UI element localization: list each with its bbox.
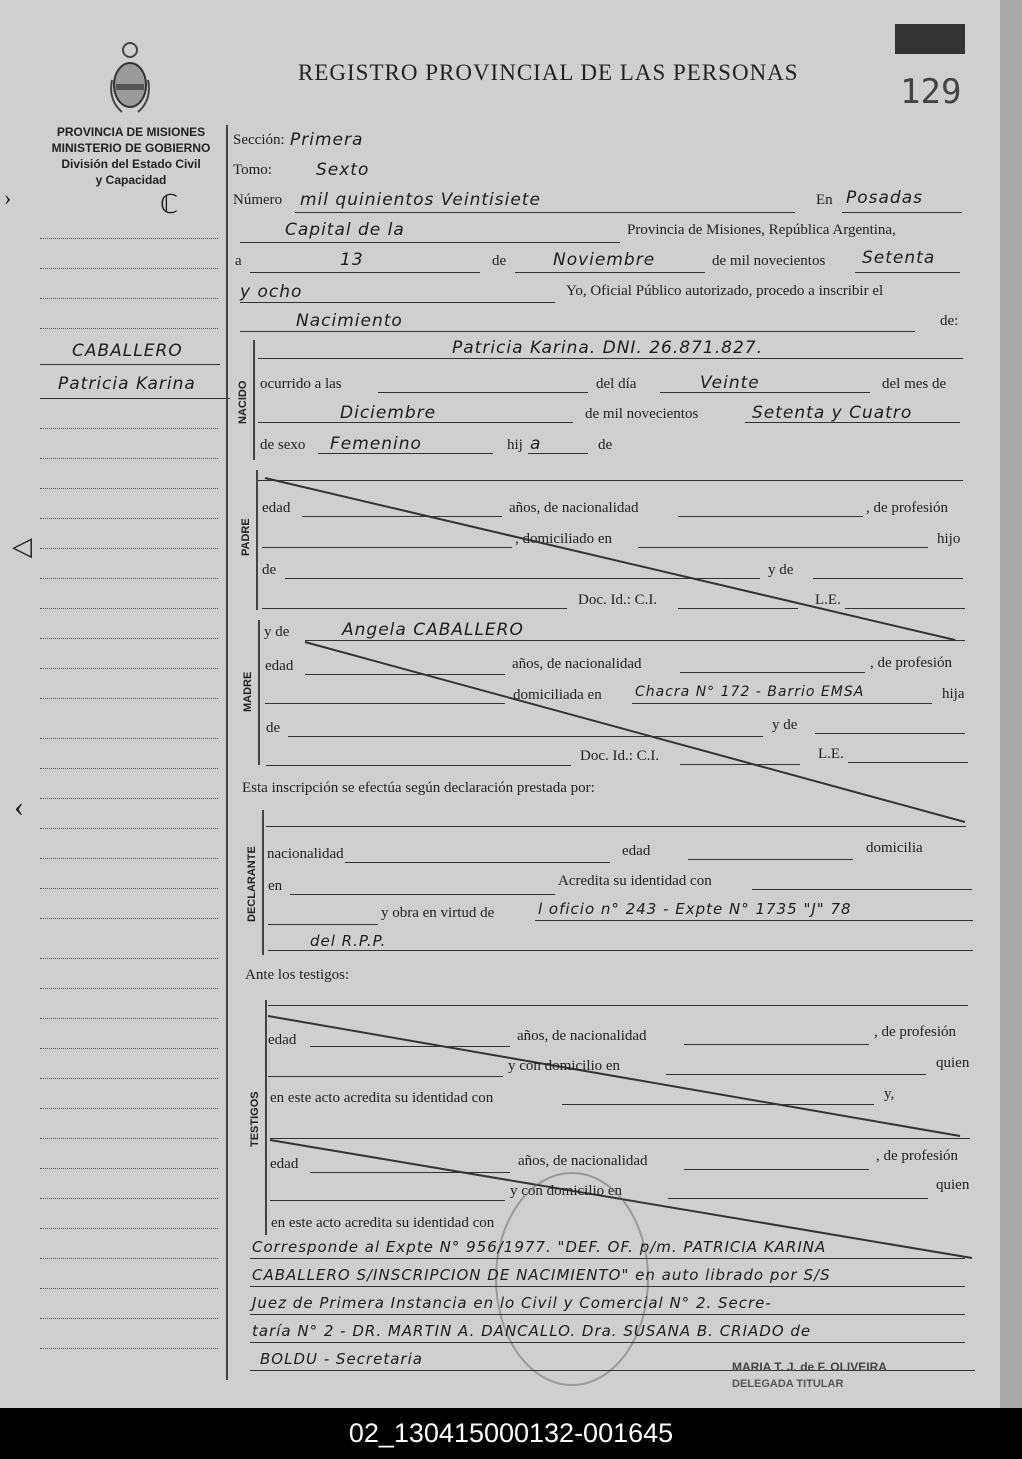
declarante-nacionalidad-label: nacionalidad (267, 846, 344, 862)
acto-value: Nacimiento (296, 311, 403, 331)
testigo2-profesion-label: , de profesión (876, 1148, 959, 1164)
testigo2-domicilio-label: y con domicilio en (510, 1183, 623, 1199)
capital-value: Capital de la (285, 220, 405, 240)
declarante-acredita-label: Acredita su identidad con (558, 873, 712, 889)
padre-hijo-label: hijo (937, 531, 961, 547)
testigo1-y-label: y, (884, 1086, 895, 1102)
provincia-label: Provincia de Misiones, República Argentina, (627, 222, 896, 238)
header-ministry: MINISTERIO DE GOBIERNO (51, 141, 211, 155)
padre-edad-label: edad (262, 500, 291, 516)
edge-mark: ◁ (12, 532, 32, 561)
hij-label: hij (507, 437, 523, 453)
del-dia-label: del día (596, 376, 637, 392)
testigo1-quien-label: quien (936, 1055, 970, 1071)
madre-domicilio-label: domiciliada en (513, 687, 602, 703)
testigo1-domicilio-label: y con domicilio en (508, 1058, 621, 1074)
padre-de-label: de (262, 562, 277, 578)
madre-profesion-label: , de profesión (870, 655, 953, 671)
page-number: 129 (900, 72, 962, 112)
sexo-value: Femenino (330, 434, 422, 454)
padre-domicilio-label: , domiciliado en (515, 531, 613, 547)
testigo1-anios-label: años, de nacionalidad (517, 1028, 647, 1044)
declarante-obra-label: y obra en virtud de (381, 905, 495, 921)
mes-value: Noviembre (553, 250, 656, 270)
edge-mark: › (4, 185, 12, 210)
madre-edad-label: edad (265, 658, 294, 674)
testigos-label: Ante los testigos: (245, 967, 350, 983)
a-label: a (235, 253, 242, 269)
nacido-dia-value: Veinte (700, 373, 760, 393)
en-value: Posadas (846, 188, 923, 208)
header-division: División del Estado Civil (61, 157, 201, 171)
oficial-label: Yo, Oficial Público autorizado, procedo a inscribir el (566, 283, 884, 299)
seccion-label: Sección: (233, 132, 285, 148)
margin-given-names: Patricia Karina (58, 374, 196, 394)
testigo2-anios-label: años, de nacionalidad (518, 1153, 648, 1169)
testigo1-acredita-label: en este acto acredita su identidad con (270, 1090, 494, 1106)
margin-surname: CABALLERO (72, 341, 183, 361)
nacido-anio-value: Setenta y Cuatro (752, 403, 913, 423)
declarante-obra-value: l oficio n° 243 - Expte N° 1735 "J" 78 (538, 900, 852, 918)
declarante-side-label: DECLARANTE (246, 846, 258, 922)
stamp-name: MARIA T. J. de F. OLIVEIRA (732, 1360, 887, 1374)
annotation-line-4: taría N° 2 - DR. MARTIN A. DANCALLO. Dra. SUSANA B. CRIADO de (252, 1322, 812, 1340)
tomo-label: Tomo: (233, 162, 272, 178)
padre-side-label: PADRE (240, 518, 252, 556)
nacido-de-label: de (598, 437, 613, 453)
annotation-line-3: Juez de Primera Instancia en lo Civil y Comercial N° 2. Secre- (252, 1294, 772, 1312)
de-mil-label: de mil novecientos (585, 406, 699, 422)
stamp-title: DELEGADA TITULAR (732, 1378, 844, 1390)
testigos-side-label: TESTIGOS (249, 1091, 261, 1147)
edge-mark: ‹ (14, 790, 24, 823)
sexo-label: de sexo (260, 437, 306, 453)
anio-value-2: y ocho (240, 282, 303, 302)
madre-de-label: de (266, 720, 281, 736)
madre-le-label: L.E. (818, 746, 844, 762)
del-mes-label: del mes de (882, 376, 947, 392)
page-title: REGISTRO PROVINCIAL DE LAS PERSONAS (298, 60, 799, 85)
header-division-2: y Capacidad (95, 173, 167, 187)
annotation-line-5: BOLDU - Secretaria (260, 1350, 423, 1368)
dia-value: 13 (340, 250, 364, 270)
seccion-value: Primera (290, 130, 364, 150)
padre-doc-label: Doc. Id.: C.I. (578, 592, 658, 608)
header-province: PROVINCIA DE MISIONES (56, 125, 206, 139)
testigo2-quien-label: quien (936, 1177, 970, 1193)
madre-anios-label: años, de nacionalidad (512, 656, 642, 672)
padre-profesion-label: , de profesión (866, 500, 949, 516)
annotation-line-1: Corresponde al Expte N° 956/1977. "DEF. OF. p/m. PATRICIA KARINA (252, 1238, 827, 1256)
scan-id: 02_130415000132-001645 (348, 1418, 674, 1448)
padre-anios-label: años, de nacionalidad (509, 500, 639, 516)
madre-side-label: MADRE (242, 671, 254, 712)
declarante-domicilia-label: domicilia (866, 840, 923, 856)
madre-y-de-label: y de (264, 624, 290, 640)
testigo2-acredita-label: en este acto acredita su identidad con (271, 1215, 495, 1231)
ocurrido-label: ocurrido a las (260, 376, 342, 392)
declarante-en-label: en (268, 878, 283, 894)
en-label: En (816, 192, 833, 208)
de-label: de (492, 253, 507, 269)
nacido-side-label: NACIDO (237, 380, 249, 424)
sheet-edge (1000, 0, 1022, 1408)
de2-label: de: (940, 313, 959, 329)
margin-mark: ℂ (160, 190, 180, 220)
numero-label: Número (233, 192, 283, 208)
declaracion-label: Esta inscripción se efectúa según declaración prestada por: (242, 780, 595, 796)
hij-value: a (530, 434, 542, 454)
madre-domicilio-value: Chacra N° 172 - Barrio EMSA (635, 684, 865, 700)
madre-doc-label: Doc. Id.: C.I. (580, 748, 660, 764)
nacido-mes-value: Diciembre (340, 403, 437, 423)
tomo-value: Sexto (316, 160, 370, 180)
madre-y-de2-label: y de (772, 717, 798, 733)
nacido-name-value: Patricia Karina. DNI. 26.871.827. (452, 338, 763, 358)
padre-le-label: L.E. (815, 592, 841, 608)
declarante-obra-value-2: del R.P.P. (310, 932, 387, 950)
numero-value: mil quinientos Veintisiete (300, 190, 541, 210)
padre-y-de-label: y de (768, 562, 794, 578)
madre-hija-label: hija (942, 686, 965, 702)
annotation-line-2: CABALLERO S/INSCRIPCION DE NACIMIENTO" en auto librado por S/S (252, 1266, 831, 1284)
testigo1-edad-label: edad (268, 1032, 297, 1048)
anio-label: de mil novecientos (712, 253, 826, 269)
testigo2-edad-label: edad (270, 1156, 299, 1172)
anio-value: Setenta (862, 248, 936, 268)
declarante-edad-label: edad (622, 843, 651, 859)
testigo1-profesion-label: , de profesión (874, 1024, 957, 1040)
madre-name-value: Angela CABALLERO (342, 620, 524, 640)
scan-id-bar (0, 1408, 1022, 1459)
